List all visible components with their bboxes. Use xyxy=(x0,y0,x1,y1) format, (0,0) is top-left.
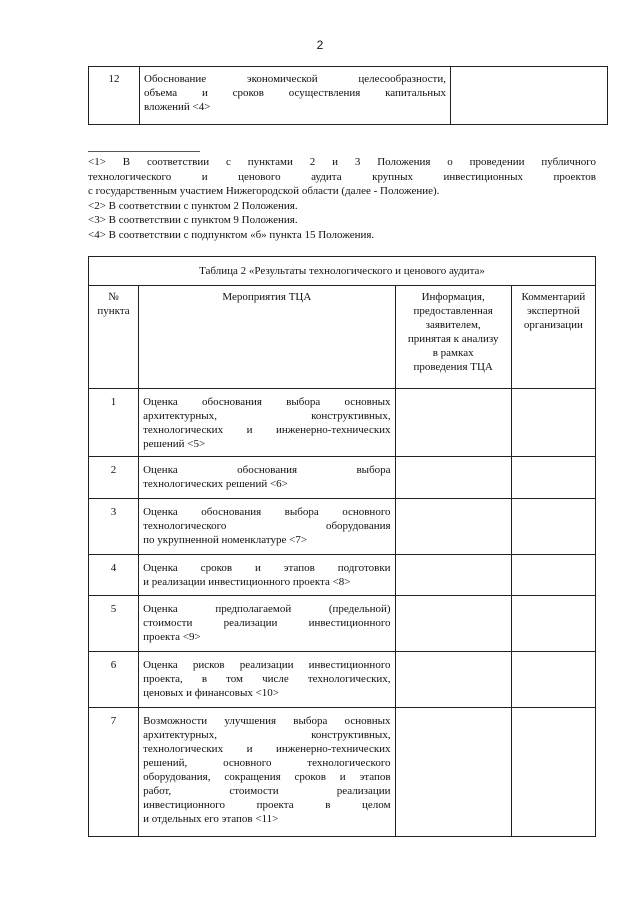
comment-cell xyxy=(511,389,595,457)
table-header-row xyxy=(89,286,596,389)
info-cell xyxy=(395,652,511,708)
row-text-line: решений <5> xyxy=(143,438,206,450)
header-text: экспертной xyxy=(526,305,580,317)
table-row xyxy=(89,708,596,837)
row-text-line: Оценка обоснования выбора xyxy=(143,464,391,476)
row-text-line: технологических и инженерно-технических xyxy=(143,424,391,436)
row-text-line: архитектурных, конструктивных, xyxy=(143,729,391,741)
table-continuation xyxy=(88,66,608,125)
row-text xyxy=(139,652,395,708)
row-text xyxy=(139,457,395,499)
results-table xyxy=(88,256,596,837)
footnote-line: <1> В соответствии с пунктами 2 и 3 Положения о проведении публичного xyxy=(88,156,596,168)
row-number: 6 xyxy=(89,652,139,708)
row-text-line: Оценка обоснования выбора основных xyxy=(143,396,391,408)
row-text xyxy=(139,389,395,457)
footnote-line: <2> В соответствии с пунктом 2 Положения. xyxy=(88,199,298,212)
header-text: проведения ТЦА xyxy=(413,361,493,373)
row-text-line: архитектурных, конструктивных, xyxy=(143,410,391,422)
table-row xyxy=(89,652,596,708)
footnote-line: с государственным участием Нижегородской области (далее - Положение). xyxy=(88,185,440,197)
row-text-line: и реализации инвестиционного проекта <8> xyxy=(143,576,351,588)
info-cell xyxy=(395,389,511,457)
info-cell xyxy=(395,457,511,499)
row-text-line: технологических и инженерно-технических xyxy=(143,743,391,755)
row-number: 12 xyxy=(89,67,140,125)
row-number: 1 xyxy=(89,389,139,457)
comment-cell xyxy=(511,652,595,708)
row-text-line: работ, стоимости реализации xyxy=(143,785,391,797)
empty-cell xyxy=(451,67,608,125)
row-text-line: инвестиционного проекта в целом xyxy=(143,799,391,811)
row-text-line: решений, основного технологического xyxy=(143,757,391,769)
footnote-line: <3> В соответствии с пунктом 9 Положения. xyxy=(88,214,298,226)
table-row xyxy=(89,67,608,125)
row-text xyxy=(139,708,395,837)
table-caption-row xyxy=(89,257,596,286)
row-text-line: по укрупненной номенклатуре <7> xyxy=(143,534,308,546)
row-text-line: технологических решений <6> xyxy=(143,478,288,490)
comment-cell xyxy=(511,499,595,555)
header-text: Мероприятия ТЦА xyxy=(222,291,312,303)
comment-cell xyxy=(511,555,595,596)
row-text-line: проекта, в том числе технологических, xyxy=(143,673,391,685)
row-text-line: проекта <9> xyxy=(143,631,201,643)
row-text-line: оборудования, сокращения сроков и этапов xyxy=(143,771,391,783)
row-text xyxy=(139,499,395,555)
header-text: Информация, xyxy=(421,291,485,303)
footnote-divider xyxy=(88,151,200,152)
table-row xyxy=(89,499,596,555)
page-number: 2 xyxy=(316,38,324,52)
row-number: 3 xyxy=(89,499,139,555)
row-text-line: Возможности улучшения выбора основных xyxy=(143,715,391,727)
info-cell xyxy=(395,596,511,652)
table-row xyxy=(89,457,596,499)
footnotes xyxy=(88,155,596,242)
header-text: организации xyxy=(523,319,583,331)
row-text-line: Оценка сроков и этапов подготовки xyxy=(143,562,391,574)
header-number xyxy=(89,286,139,389)
table-row xyxy=(89,389,596,457)
row-text-line: Обоснование экономической целесообразности, xyxy=(144,73,446,85)
row-text-line: стоимости реализации инвестиционного xyxy=(143,617,391,629)
header-text: в рамках xyxy=(432,347,474,359)
table-row xyxy=(89,555,596,596)
comment-cell xyxy=(511,457,595,499)
row-text-line: вложений <4> xyxy=(144,101,211,113)
header-information xyxy=(395,286,511,389)
info-cell xyxy=(395,499,511,555)
header-text: № xyxy=(108,291,119,303)
row-number: 4 xyxy=(89,555,139,596)
header-comment xyxy=(511,286,595,389)
header-text: пункта xyxy=(97,305,130,317)
header-text: принятая к анализу xyxy=(407,333,499,345)
row-text-line: Оценка рисков реализации инвестиционного xyxy=(143,659,391,671)
row-text xyxy=(139,596,395,652)
comment-cell xyxy=(511,708,595,837)
header-activities xyxy=(139,286,395,389)
row-text-line: Оценка предполагаемой (предельной) xyxy=(143,603,391,615)
comment-cell xyxy=(511,596,595,652)
row-text-line: Оценка обоснования выбора основного xyxy=(143,506,391,518)
row-text xyxy=(139,555,395,596)
row-text xyxy=(140,67,451,125)
row-number: 7 xyxy=(89,708,139,837)
table-row xyxy=(89,596,596,652)
row-text-line: технологического оборудования xyxy=(143,520,391,532)
footnote-line: технологического и ценового аудита крупных инвестиционных проектов xyxy=(88,170,596,183)
header-text: Комментарий xyxy=(521,291,586,303)
info-cell xyxy=(395,708,511,837)
header-text: предоставленная xyxy=(413,305,493,317)
row-text-line: объема и сроков осуществления капитальных xyxy=(144,87,446,99)
row-text-line: ценовых и финансовых <10> xyxy=(143,687,280,699)
footnote-line: <4> В соответствии с подпунктом «б» пункта 15 Положения. xyxy=(88,228,375,241)
row-number: 2 xyxy=(89,457,139,499)
header-text: заявителем, xyxy=(425,319,481,331)
table-caption: Таблица 2 «Результаты технологического и ценового аудита» xyxy=(89,257,596,286)
row-text-line: и отдельных его этапов <11> xyxy=(143,813,279,825)
row-number: 5 xyxy=(89,596,139,652)
info-cell xyxy=(395,555,511,596)
